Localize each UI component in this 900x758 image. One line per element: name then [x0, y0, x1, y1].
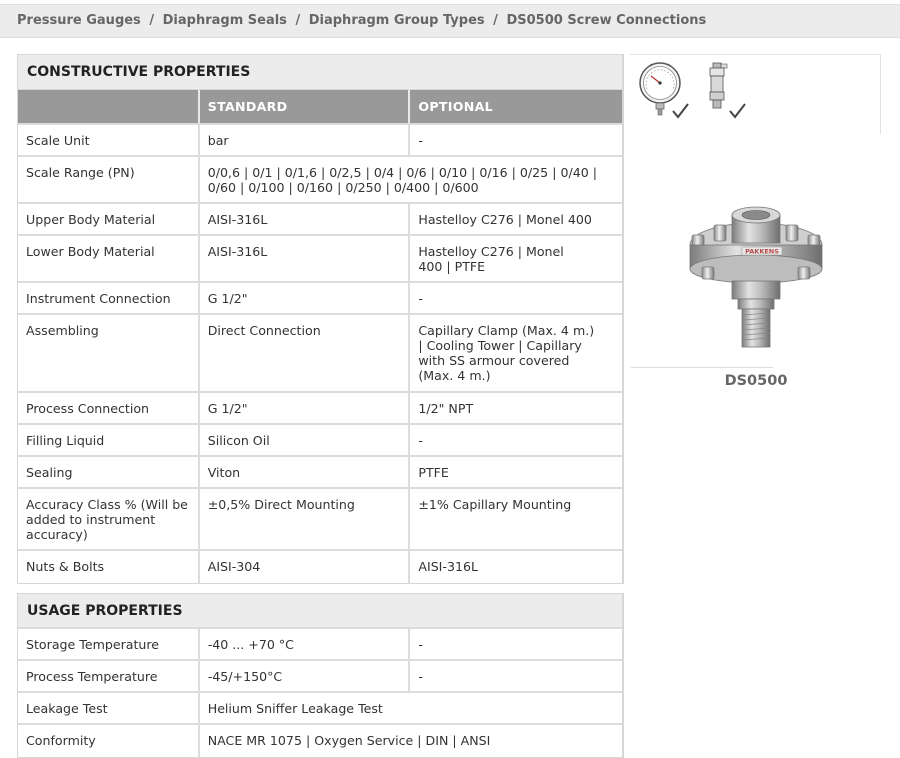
row-label: Filling Liquid [18, 425, 200, 455]
breadcrumb-item-pressure-gauges[interactable]: Pressure Gauges [17, 13, 141, 28]
optional-value: Capillary Clamp (Max. 4 m.) | Cooling Tower | Capillary with SS armour covered (Max. 4 m.) [418, 323, 595, 383]
row-label: Leakage Test [18, 693, 200, 723]
row-label: Process Connection [18, 393, 200, 423]
row-label: Instrument Connection [18, 283, 200, 313]
table-row [18, 283, 622, 315]
image-divider [631, 367, 773, 368]
breadcrumb [0, 4, 900, 38]
scale-range-values: 0/0,6 | 0/1 | 0/1,6 | 0/2,5 | 0/4 | 0/6 | 0/10 | 0/16 | 0/25 | 0/40 | 0/60 | 0/100 | 0/160 | 0/250 | 0/400 | 0/600 [207, 165, 597, 195]
pressure-transmitter-icon [710, 63, 727, 108]
row-label: Conformity [18, 725, 200, 757]
table-row [18, 157, 622, 204]
breadcrumb-separator: / [149, 13, 155, 28]
optional-value: PTFE [418, 465, 449, 480]
table-row [18, 125, 622, 157]
table-row [18, 489, 622, 551]
row-label: Process Temperature [18, 661, 200, 691]
row-label: Lower Body Material [18, 236, 200, 281]
table-row [18, 315, 622, 393]
table-row [18, 551, 622, 583]
row-label: Scale Range (PN) [18, 157, 200, 202]
optional-value: 1/2" NPT [418, 401, 474, 416]
breadcrumb-item-current: DS0500 Screw Connections [506, 13, 707, 28]
table-title: USAGE PROPERTIES [18, 594, 622, 629]
standard-value: AISI-316L [200, 204, 411, 234]
checkmark-icon [730, 104, 745, 117]
product-image [680, 205, 832, 355]
optional-value: Hastelloy C276 | Monel 400 | PTFE [418, 244, 564, 274]
optional-value: - [418, 637, 423, 652]
standard-value: bar [200, 125, 411, 155]
table-row [18, 629, 622, 661]
usage-properties-table [17, 593, 624, 758]
optional-value: - [418, 669, 423, 684]
table-row [18, 661, 622, 693]
breadcrumb-separator: / [493, 13, 498, 28]
standard-value: Silicon Oil [200, 425, 411, 455]
standard-value: G 1/2" [200, 283, 411, 313]
row-label: Sealing [18, 457, 200, 487]
standard-value: -40 ... +70 °C [200, 629, 411, 659]
standard-value: AISI-316L [200, 236, 411, 281]
row-label: Storage Temperature [18, 629, 200, 659]
product-brand-label: PAKKENS [745, 247, 779, 256]
compatibility-icons [638, 61, 758, 131]
breadcrumb-item-diaphragm-group-types[interactable]: Diaphragm Group Types [308, 13, 485, 28]
standard-value: NACE MR 1075 | Oxygen Service | DIN | ANSI [207, 733, 491, 748]
standard-value: AISI-304 [200, 551, 411, 583]
row-label: Nuts & Bolts [18, 551, 200, 583]
compatibility-panel [630, 54, 881, 134]
row-label: Upper Body Material [18, 204, 200, 234]
product-name: DS0500 [724, 373, 788, 389]
standard-value: G 1/2" [200, 393, 411, 423]
breadcrumb-separator: / [295, 13, 301, 28]
column-header-standard: STANDARD [200, 90, 411, 123]
table-row [18, 425, 622, 457]
standard-value: Helium Sniffer Leakage Test [207, 701, 383, 716]
table-row [18, 457, 622, 489]
optional-value: AISI-316L [418, 559, 478, 574]
table-row [18, 725, 622, 757]
constructive-properties-table [17, 54, 624, 584]
row-label: Scale Unit [18, 125, 200, 155]
optional-value: - [418, 133, 423, 148]
optional-value: - [418, 433, 423, 448]
standard-value: ±0,5% Direct Mounting [200, 489, 411, 549]
pressure-gauge-icon [640, 63, 680, 115]
optional-value: Hastelloy C276 | Monel 400 [418, 212, 592, 227]
optional-value: ±1% Capillary Mounting [418, 497, 572, 512]
breadcrumb-item-diaphragm-seals[interactable]: Diaphragm Seals [162, 13, 287, 28]
table-row [18, 393, 622, 425]
table-row [18, 693, 622, 725]
checkmark-icon [673, 104, 688, 117]
column-header-optional: OPTIONAL [410, 90, 622, 123]
row-label: Assembling [18, 315, 200, 391]
standard-value: Viton [200, 457, 411, 487]
optional-value: - [418, 291, 423, 306]
standard-value: Direct Connection [200, 315, 411, 391]
table-row [18, 204, 622, 236]
table-header-row [18, 90, 622, 125]
standard-value: -45/+150°C [200, 661, 411, 691]
row-label: Accuracy Class % (Will be added to instrument accuracy) [18, 489, 200, 549]
table-row [18, 236, 622, 283]
table-title: CONSTRUCTIVE PROPERTIES [18, 55, 622, 90]
column-header-property [18, 90, 200, 123]
